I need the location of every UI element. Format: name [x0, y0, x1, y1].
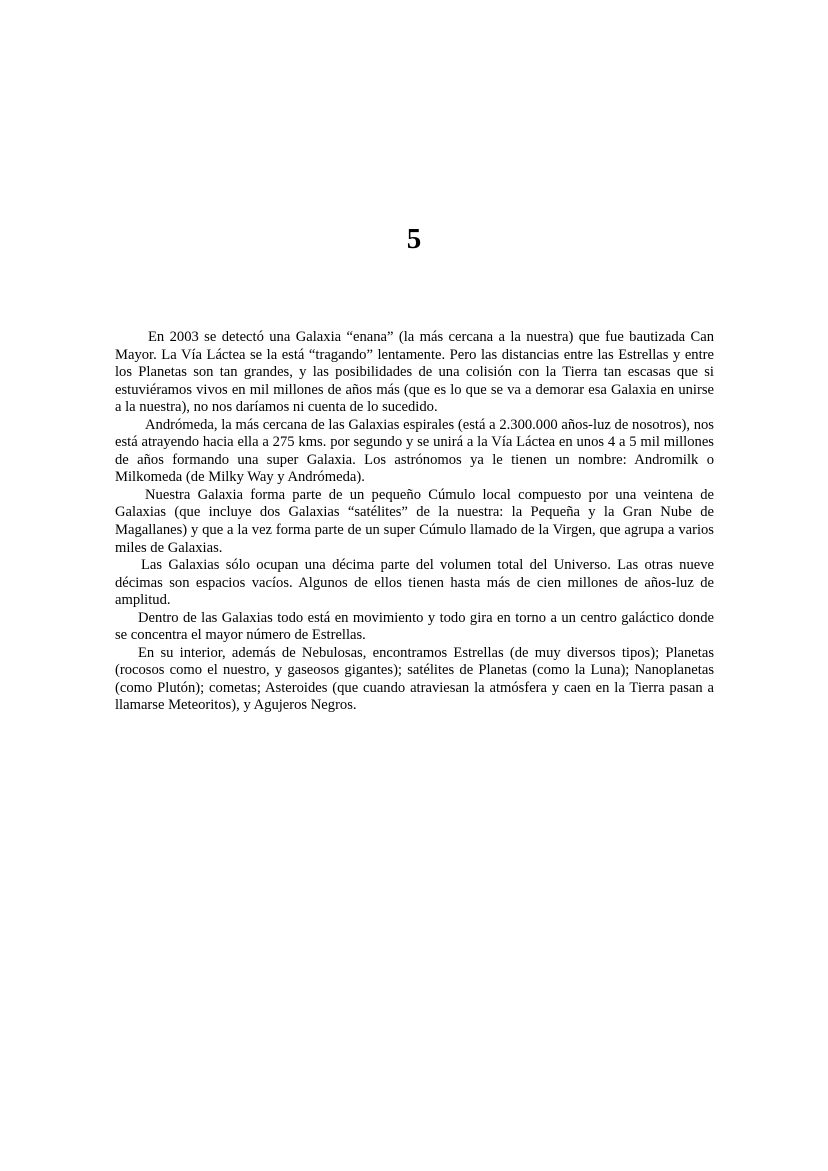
page-number: 5 — [406, 223, 422, 255]
paragraph-volumen-universo: Las Galaxias sólo ocupan una décima parte del volumen total del Universo. Las otras nueve décimas son espacios vacíos. Algunos de ellos tienen hasta más de cien millones de años-luz de amplitud. — [115, 557, 714, 609]
paragraph-centro-galactico: Dentro de las Galaxias todo está en movimiento y todo gira en torno a un centro galáctico donde se concentra el mayor número de Estrellas. — [115, 609, 714, 644]
paragraph-cumulo-local: Nuestra Galaxia forma parte de un pequeño Cúmulo local compuesto por una veintena de Galaxias (que incluye dos Galaxias “satélites” de la nuestra: la Pequeña y la Gran Nube de Magallanes) y que a la vez forma parte de un super Cúmulo llamado de la Virgen, que agrupa a varios miles de Galaxias. — [115, 486, 714, 556]
paragraph-can-mayor: En 2003 se detectó una Galaxia “enana” (la más cercana a la nuestra) que fue bautizada Can Mayor. La Vía Láctea se la está “tragando” lentamente. Pero las distancias entre las Estrellas y entre los Planetas son tan grandes, y las posibilidades de una colisión con la Tierra tan escasas que si estuviéramos vivos en mil millones de años más (que es lo que se va a demorar esa Galaxia en unirse a la nuestra), no nos daríamos ni cuenta de lo sucedido. — [115, 329, 714, 416]
paragraph-andromeda: Andrómeda, la más cercana de las Galaxias espirales (está a 2.300.000 años-luz de nosotros), nos está atrayendo hacia ella a 275 kms. por segundo y se unirá a la Vía Láctea en unos 4 a 5 mil millones de años formando una super Galaxia. Los astrónomos ya le tienen un nombre: Andromilk o Milkomeda (de Milky Way y Andrómeda). — [115, 416, 714, 486]
body-text — [115, 329, 714, 715]
paragraph-interior-galaxias: En su interior, además de Nebulosas, encontramos Estrellas (de muy diversos tipos); Planetas (rocosos como el nuestro, y gaseosos gigantes); satélites de Planetas (como la Luna); Nanoplanetas (como Plutón); cometas; Asteroides (que cuando atraviesan la atmósfera y caen en la Tierra pasan a llamarse Meteoritos), y Agujeros Negros. — [115, 644, 714, 714]
